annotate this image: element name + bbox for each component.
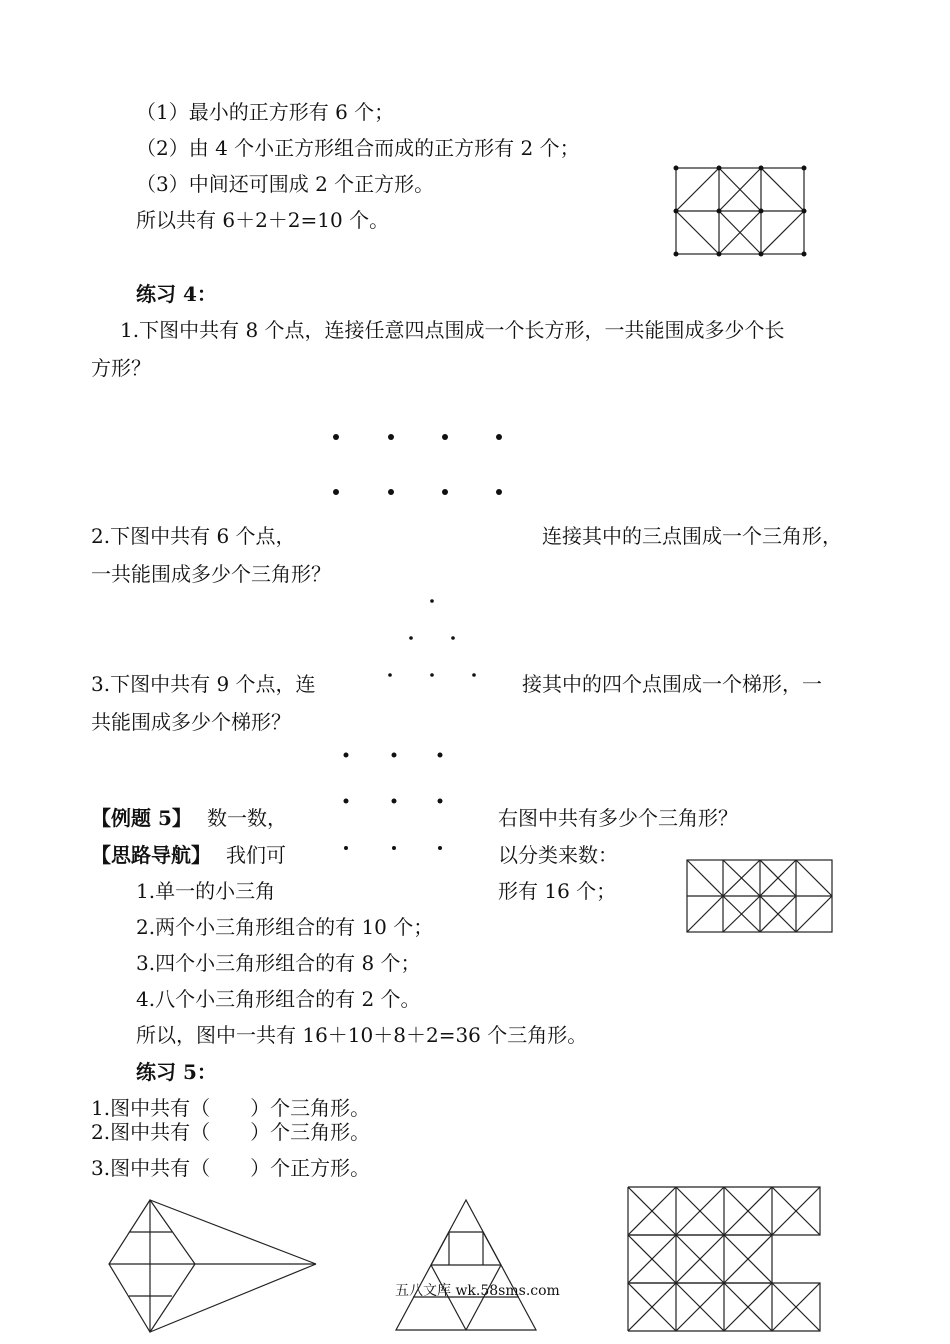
practice-5-q2: 2.图中共有（ ）个三角形。 — [91, 1120, 371, 1144]
step-total: 所以共有 6＋2＋2=10 个。 — [136, 208, 390, 232]
example-5-text-left: 数一数， — [207, 806, 287, 830]
guide-text-right: 以分类来数： — [498, 843, 618, 867]
example-5-label: 【例题 5】 — [91, 806, 192, 830]
guide-item-4: 4.八个小三角形组合的有 2 个。 — [136, 987, 421, 1011]
practice-5-q3: 3.图中共有（ ）个正方形。 — [91, 1156, 371, 1180]
guide-text-left: 我们可 — [226, 843, 286, 867]
guide-total: 所以，图中一共有 16＋10＋8＋2=36 个三角形。 — [136, 1023, 588, 1047]
practice-4-q2-left: 2.下图中共有 6 个点， — [91, 524, 296, 548]
guide-label: 【思路导航】 — [91, 843, 211, 867]
practice-4-q2-line2: 一共能围成多少个三角形？ — [91, 562, 331, 586]
practice-4-heading: 练习 4： — [136, 282, 217, 306]
practice-4-q3-right: 接其中的四个点围成一个梯形，一 — [522, 672, 822, 696]
step-2: （2）由 4 个小正方形组合而成的正方形有 2 个； — [136, 136, 580, 160]
practice-4-q3-line2: 共能围成多少个梯形？ — [91, 710, 291, 734]
guide-item-3: 3.四个小三角形组合的有 8 个； — [136, 951, 421, 975]
practice-4-q1-line1: 1.下图中共有 8 个点，连接任意四点围成一个长方形，一共能围成多少个长 — [120, 318, 785, 342]
practice-4-q1-line2: 方形？ — [91, 356, 151, 380]
example-5-text-right: 右图中共有多少个三角形？ — [498, 806, 738, 830]
practice-4-q2-right: 连接其中的三点围成一个三角形， — [542, 524, 842, 548]
practice-5-heading: 练习 5： — [136, 1060, 217, 1084]
guide-item-1-right: 形有 16 个； — [498, 879, 617, 903]
step-1: （1）最小的正方形有 6 个； — [136, 100, 395, 124]
footer-watermark: 五八文库 wk.58sms.com — [395, 1283, 560, 1299]
guide-item-1-left: 1.单一的小三角 — [136, 879, 276, 903]
practice-4-q3-left: 3.下图中共有 9 个点，连 — [91, 672, 316, 696]
practice-5-q1: 1.图中共有（ ）个三角形。 — [91, 1096, 371, 1120]
guide-item-2: 2.两个小三角形组合的有 10 个； — [136, 915, 434, 939]
step-3: （3）中间还可围成 2 个正方形。 — [136, 172, 435, 196]
